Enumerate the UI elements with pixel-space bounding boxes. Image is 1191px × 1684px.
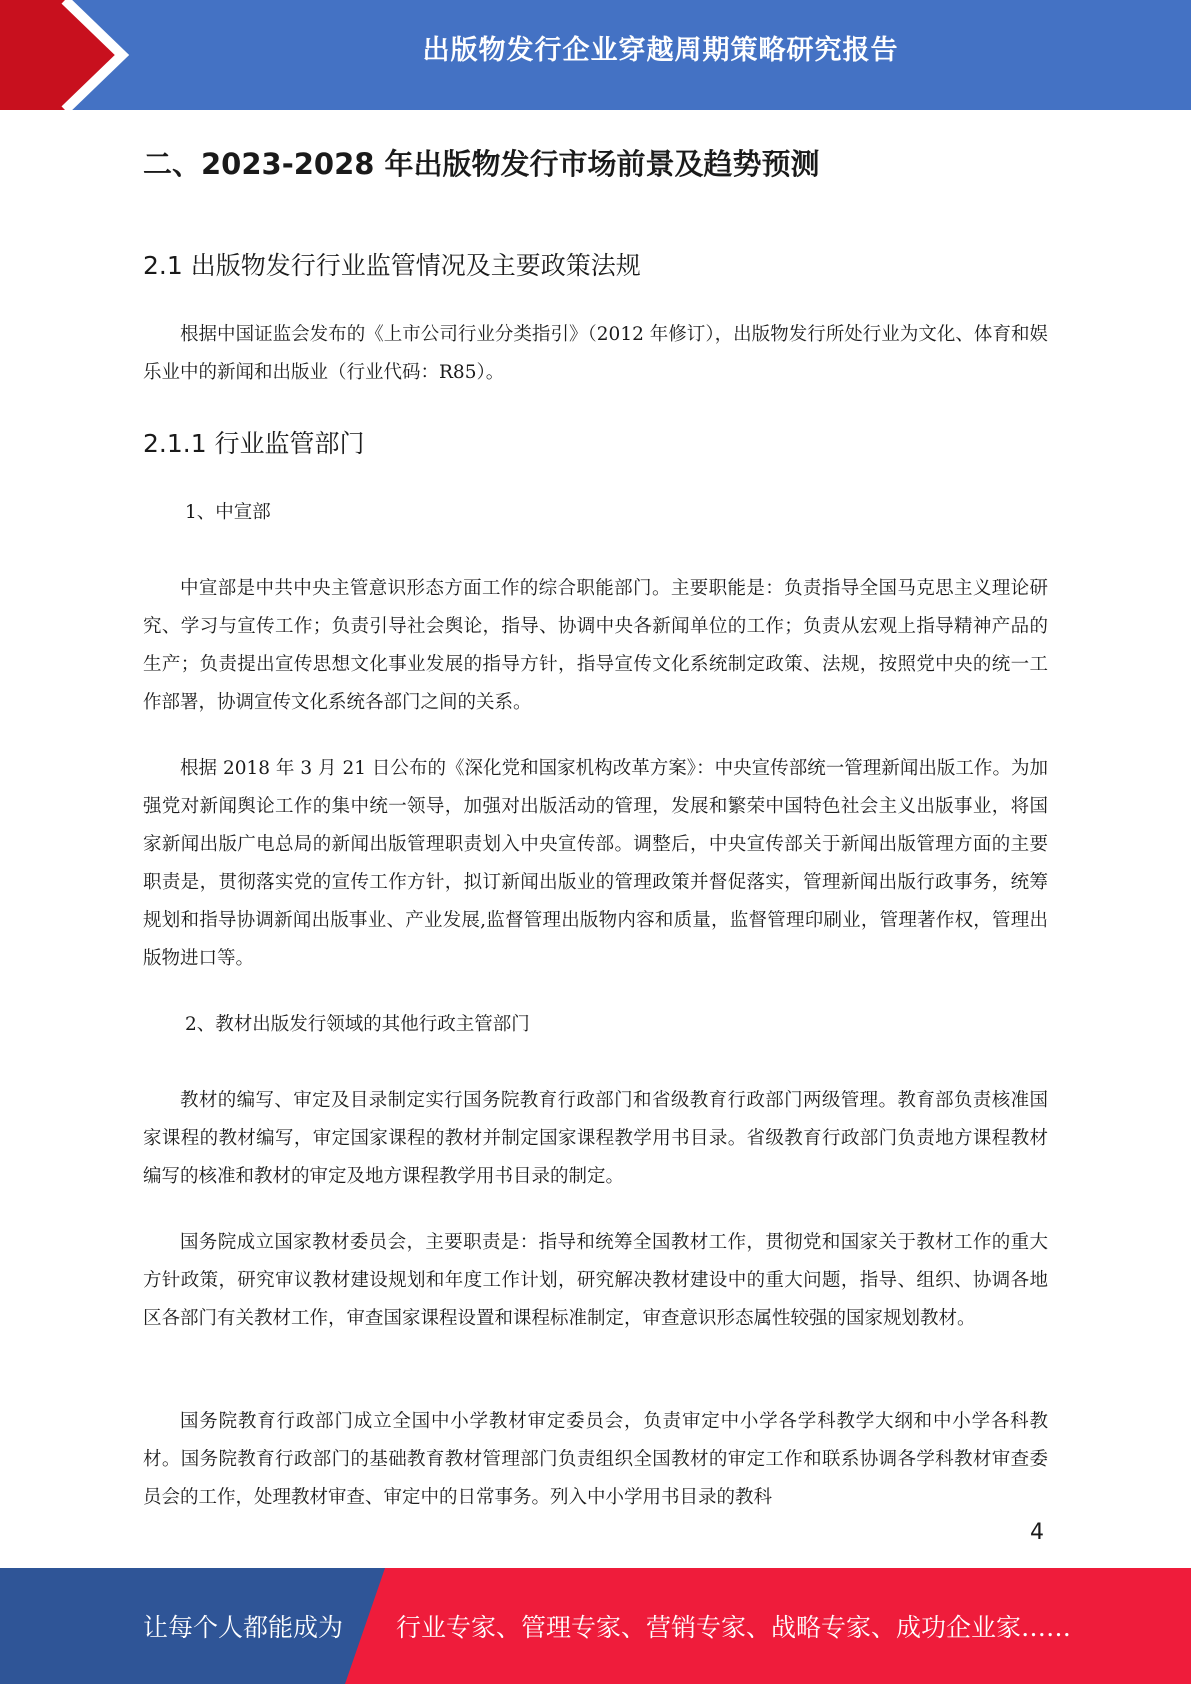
footer-slogan-left: 让每个人都能成为 <box>143 1613 344 1642</box>
paragraph-textbook-management: 教材的编写、审定及目录制定实行国务院教育行政部门和省级教育行政部门两级管理。教育部负责核准国家课程的教材编写，审定国家课程的教材并制定国家课程教学用书目录。省级教育行政部门负责地方课程教材编写的核准和教材的审定及地方课程教学用书目录的制定。 <box>143 1090 1048 1187</box>
paragraph-reform-plan: 根据 2018 年 3 月 21 日公布的《深化党和国家机构改革方案》：中央宣传部统一管理新闻出版工作。为加强党对新闻舆论工作的集中统一领导，加强对出版活动的管理，发展和繁荣中国特色社会主义出版事业，将国家新闻出版广电总局的新闻出版管理职责划入中央宣传部。调整后，中央宣传部关于新闻出版管理方面的主要职责是，贯彻落实党的宣传工作方针，拟订新闻出版业的管理政策并督促落实，管理新闻出版行政事务，统筹规划和指导协调新闻出版事业、产业发展,监督管理出版物内容和质量，监督管理印刷业，管理著作权，管理出版物进口等。 <box>143 758 1048 969</box>
list-item-propaganda-dept: 1、中宣部 <box>185 502 271 523</box>
paragraph-propaganda-dept: 中宣部是中共中央主管意识形态方面工作的综合职能部门。主要职能是：负责指导全国马克思主义理论研究、学习与宣传工作；负责引导社会舆论，指导、协调中央各新闻单位的工作；负责从宏观上指导精神产品的生产；负责提出宣传思想文化事业发展的指导方针，指导宣传文化系统制定政策、法规，按照党中央的统一工作部署，协调宣传文化系统各部门之间的关系。 <box>143 578 1048 713</box>
paragraph-review-committee: 国务院教育行政部门成立全国中小学教材审定委员会，负责审定中小学各学科教学大纲和中小学各科教材。国务院教育行政部门的基础教育教材管理部门负责组织全国教材的审定工作和联系协调各学科教材审查委员会的工作，处理教材审查、审定中的日常事务。列入中小学用书目录的教科 <box>143 1411 1048 1508</box>
paragraph-intro: 根据中国证监会发布的《上市公司行业分类指引》（2012 年修订），出版物发行所处行业为文化、体育和娱乐业中的新闻和出版业（行业代码：R85）。 <box>143 324 1048 383</box>
paragraph-textbook-committee: 国务院成立国家教材委员会，主要职责是：指导和统筹全国教材工作，贯彻党和国家关于教材工作的重大方针政策，研究审议教材建设规划和年度工作计划，研究解决教材建设中的重大问题，指导、组织、协调各地区各部门有关教材工作，审查国家课程设置和课程标准制定，审查意识形态属性较强的国家规划教材。 <box>143 1232 1048 1329</box>
chapter-heading: 二、2023-2028 年出版物发行市场前景及趋势预测 <box>143 147 820 181</box>
report-footer <box>0 1568 1191 1684</box>
section-heading-2-1: 2.1 出版物发行行业监管情况及主要政策法规 <box>143 251 641 280</box>
list-item-textbook-authorities: 2、教材出版发行领域的其他行政主管部门 <box>185 1014 530 1035</box>
report-title: 出版物发行企业穿越周期策略研究报告 <box>422 35 899 66</box>
footer-slogan-right: 行业专家、管理专家、营销专家、战略专家、成功企业家…… <box>396 1613 1072 1642</box>
section-heading-2-1-1: 2.1.1 行业监管部门 <box>143 429 365 458</box>
page-number: 4 <box>1030 1520 1044 1545</box>
report-header <box>0 0 1191 110</box>
